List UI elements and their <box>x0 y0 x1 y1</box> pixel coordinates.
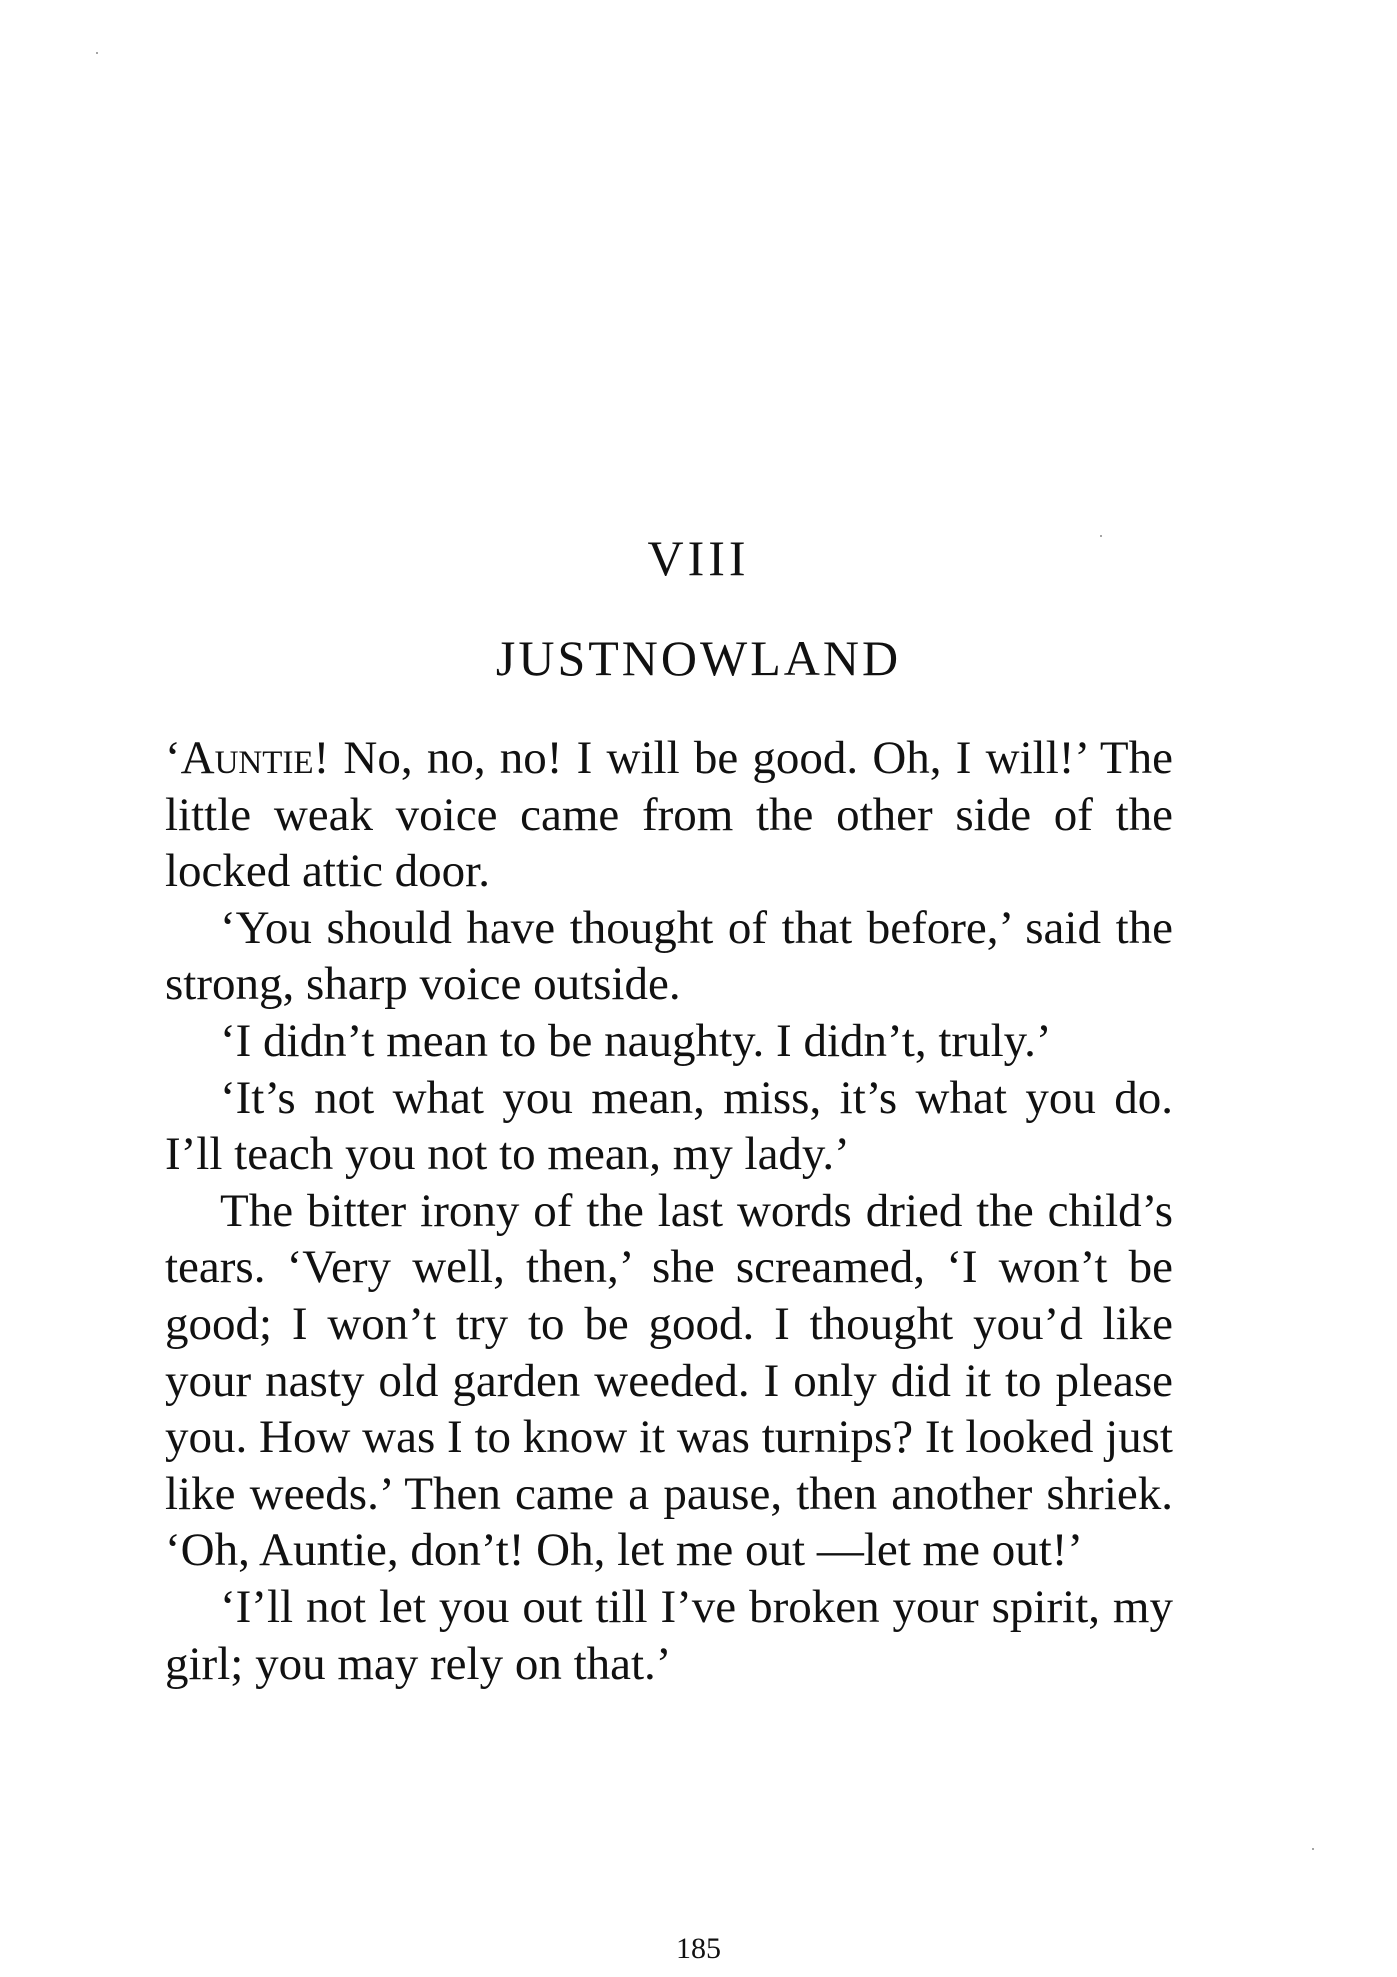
paragraph: ‘I’ll not let you out till I’ve broken your spirit, my girl; you may rely on that.’ <box>165 1580 1173 1690</box>
chapter-title: JUSTNOWLAND <box>495 630 902 686</box>
paragraph <box>165 730 1173 900</box>
paragraph: ‘It’s not what you mean, miss, it’s what you do. I’ll teach you not to mean, my lady.’ <box>165 1071 1173 1181</box>
paragraph-text: ! No, no, no! I will be good. Oh, I will!’ The little weak voice came from the other side of the locked attic door. <box>165 732 1173 898</box>
paragraph-lead: ‘Auntie <box>165 732 314 784</box>
page-number: 185 <box>676 1932 721 1965</box>
speck-mark <box>1312 1848 1314 1850</box>
paragraph: ‘I didn’t mean to be naughty. I didn’t, truly.’ <box>220 1014 1052 1067</box>
chapter-number: VIII <box>647 530 750 586</box>
body-text <box>165 730 1173 1692</box>
paragraph: ‘You should have thought of that before,’ said the strong, sharp voice outside. <box>165 901 1173 1011</box>
speck-mark <box>96 52 98 54</box>
paragraph: The bitter irony of the last words dried the child’s tears. ‘Very well, then,’ she screamed, ‘I won’t be good; I won’t try to be good. I thought you’d like your nasty old garden weeded. I only did it to please you. How was I to know it was turnips? It looked just like weeds.’ Then came a pause, then another shriek. ‘Oh, Auntie, don’t! Oh, let me out —let me out!’ <box>165 1184 1173 1577</box>
